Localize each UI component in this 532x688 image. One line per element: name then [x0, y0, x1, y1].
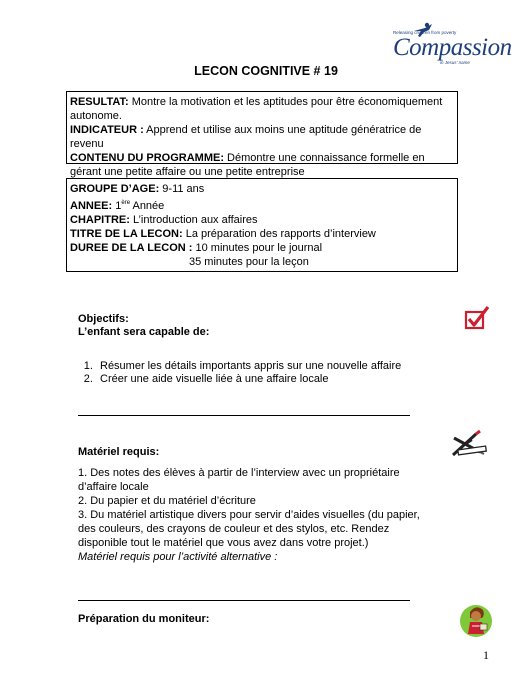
duree-label: DUREE DE LA LECON : [70, 242, 193, 254]
groupe-text: 9-11 ans [159, 183, 205, 195]
titre-text: La préparation des rapports d’interview [182, 228, 376, 240]
annee-label: ANNEE: [70, 200, 113, 212]
logo-tagline: Releasing children from poverty [393, 30, 457, 35]
list-item: 2. Créer une aide visuelle liée à une affaire locale [96, 373, 496, 386]
annee-sup: ère [121, 200, 131, 206]
teacher-icon [458, 600, 494, 640]
section-divider [78, 600, 410, 601]
page-number: 1 [483, 648, 489, 662]
pencil-tools-icon [450, 430, 488, 458]
duree-line [70, 241, 454, 255]
annee-line [70, 196, 454, 213]
logo-name: Compassion [393, 34, 512, 61]
indicateur-label: INDICATEUR : [70, 124, 144, 136]
groupe-line [70, 182, 454, 196]
annee-num: 1 [112, 200, 122, 212]
chapitre-label: CHAPITRE: [70, 214, 130, 226]
materiel-heading: Matériel requis: [78, 446, 160, 458]
materiel-item-2: 2. Du papier et du matériel d’écriture [78, 495, 256, 507]
chapitre-text: L’introduction aux affaires [129, 214, 258, 226]
resultat-label: RESULTAT: [70, 96, 129, 108]
annee-rest: Année [130, 200, 165, 212]
duree-text-2: 35 minutes pour la leçon [189, 256, 309, 268]
logo-subtitle: in Jesus' name [440, 60, 470, 65]
resultat-line [70, 95, 454, 123]
chapitre-line [70, 213, 454, 227]
page-title: LECON COGNITIVE # 19 [194, 64, 338, 78]
lesson-outcome-box [66, 91, 458, 178]
titre-line [70, 227, 454, 241]
materiel-item-3: 3. Du matériel artistique divers pour servir d’aides visuelles (du papier, des couleurs, des crayons de couleur et des stylos, etc. Rendez disponible tout le matériel que vous avez dans votre projet.) [78, 509, 420, 549]
list-item: 1. Résumer les détails importants appris sur une nouvelle affaire [96, 360, 496, 373]
materiel-item-1: 1. Des notes des élèves à partir de l’interview avec un propriétaire d’affaire locale [78, 467, 400, 493]
compassion-logo [385, 22, 512, 68]
duree-text-1: 10 minutes pour le journal [192, 242, 323, 254]
section-divider [78, 415, 410, 416]
objectifs-list [62, 360, 496, 386]
contenu-line [70, 151, 454, 179]
checkbox-check-icon [464, 305, 490, 331]
indicateur-text: Apprend et utilise aux moins une aptitude génératrice de revenu [70, 124, 422, 150]
groupe-label: GROUPE D’AGE: [70, 183, 160, 195]
contenu-label: CONTENU DU PROGRAMME: [70, 152, 224, 164]
contenu-text: Démontre une connaissance formelle en gérant une petite affaire ou une petite entreprise [70, 152, 425, 178]
objectifs-heading: Objectifs: [78, 313, 129, 325]
preparation-heading: Préparation du moniteur: [78, 613, 210, 625]
resultat-text: Montre la motivation et les aptitudes pour être économiquement autonome. [70, 96, 443, 122]
materiel-alt: Matériel requis pour l’activité alternative : [78, 551, 278, 563]
objectifs-subheading: L’enfant sera capable de: [78, 326, 210, 338]
lesson-info-box [66, 178, 458, 272]
titre-label: TITRE DE LA LECON: [70, 228, 183, 240]
indicateur-line [70, 123, 454, 151]
